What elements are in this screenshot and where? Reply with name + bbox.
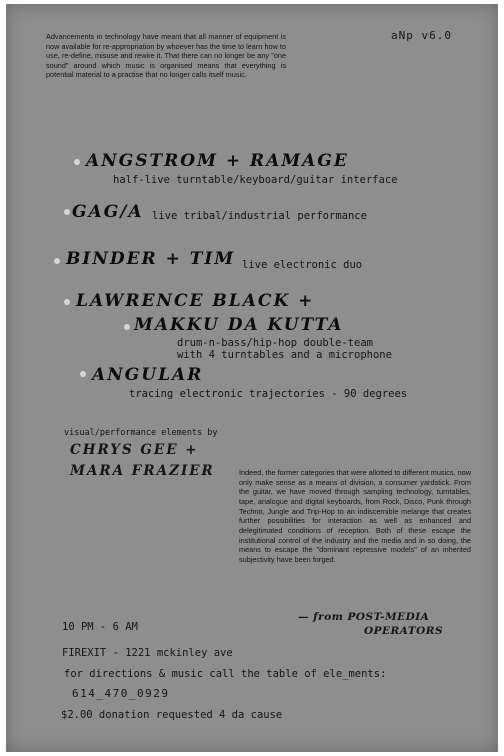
donation-text: $2.00 donation requested 4 da cause bbox=[61, 709, 283, 721]
event-venue: FIREXIT - 1221 mckinley ave bbox=[62, 647, 233, 659]
act-name-gaga: GAG/A bbox=[72, 202, 144, 222]
directions-text: for directions & music call the table of ele_ments: bbox=[64, 668, 387, 680]
act-desc-line2: with 4 turntables and a microphone bbox=[177, 349, 392, 361]
flyer-paper bbox=[6, 4, 498, 752]
visual-elements-label: visual/performance elements by bbox=[64, 428, 218, 438]
phone-number: 614_470_0929 bbox=[72, 687, 170, 700]
bullet-dot bbox=[54, 258, 60, 264]
visual-artist-mara-frazier: MARA FRAZIER bbox=[70, 463, 215, 479]
act-name-makku-da-kutta: MAKKU DA KUTTA bbox=[134, 315, 344, 335]
bullet-dot bbox=[64, 299, 70, 305]
bullet-dot bbox=[124, 324, 130, 330]
act-name-angstrom-ramage: ANGSTROM + RAMAGE bbox=[86, 151, 349, 171]
quote-paragraph: Indeed, the former categories that were allotted to different musics, now only make sense as a means of division, a consumer yardstick. From the guitar, we have moved through sampling technology, turntables, tape, analogue and digital keyboards, from Rock, Disco, Punk through Techno, Jungle and Trip-Hop to an indiscernible melange that creates further possibilities for interaction as well as enhanced and delegitimated conditions of reception. Both of these escape the institutional control of the industry and the media and in so doing, the means to escape the "dominant repressive models" of an inherited subjectivity have been forged. bbox=[239, 468, 471, 564]
act-desc-binder-tim: live electronic duo bbox=[242, 259, 363, 271]
quote-attribution-line2: OPERATORS bbox=[364, 625, 444, 637]
act-desc-angular: tracing electronic trajectories - 90 degrees bbox=[129, 388, 408, 400]
act-name-angular: ANGULAR bbox=[92, 365, 204, 385]
bullet-dot bbox=[64, 209, 70, 215]
bullet-dot bbox=[80, 371, 86, 377]
event-time: 10 PM - 6 AM bbox=[62, 621, 138, 633]
act-desc-angstrom-ramage: half-live turntable/keyboard/guitar interface bbox=[113, 174, 398, 186]
quote-attribution-line1: — from POST-MEDIA bbox=[298, 611, 430, 623]
visual-artist-chrys-gee: CHRYS GEE + bbox=[70, 442, 199, 458]
act-desc-line1: drum-n-bass/hip-hop double-team bbox=[177, 337, 373, 349]
act-name-binder-tim: BINDER + TIM bbox=[66, 249, 236, 269]
act-desc-gaga: live tribal/industrial performance bbox=[152, 210, 367, 222]
intro-paragraph: Advancements in technology have meant that all manner of equipment is now available for re-appropriation by whoever has the time to learn how to use, re-define, misuse and rewire it. That there can no longer be any "one sound" around which music is organised means that everything is potential material to a practise that no longer calls itself music. bbox=[46, 32, 286, 80]
act-name-lawrence-black: LAWRENCE BLACK + bbox=[76, 291, 315, 311]
bullet-dot bbox=[74, 159, 80, 165]
version-label: aNp v6.0 bbox=[391, 29, 452, 42]
